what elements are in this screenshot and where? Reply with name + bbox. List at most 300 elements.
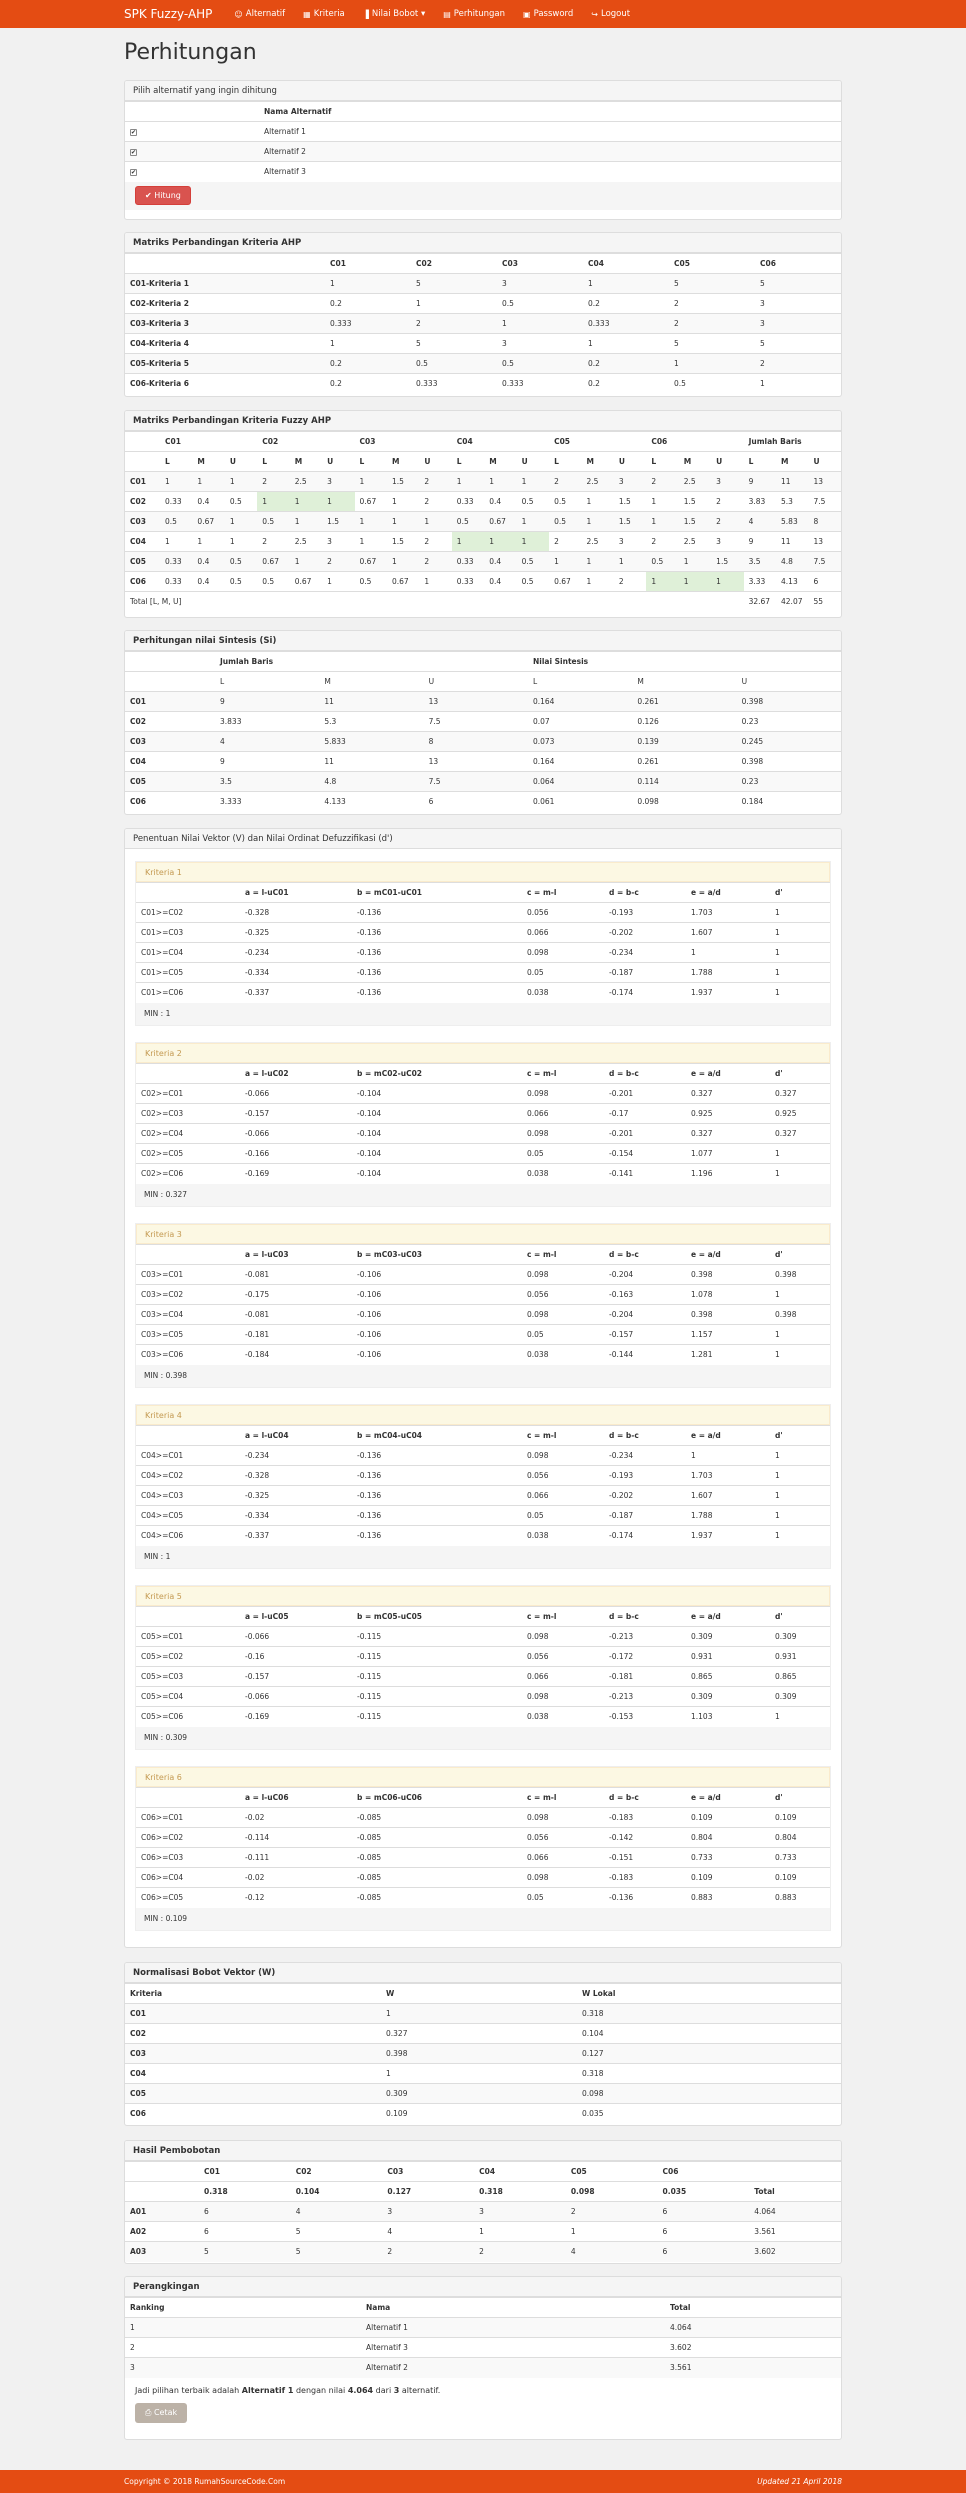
table-row	[125, 142, 841, 162]
fuzzy-cell: 0.67	[387, 572, 419, 592]
synthesis-cell: 0.114	[632, 772, 736, 792]
total-cell: 3.561	[749, 2222, 841, 2242]
col-header	[136, 1426, 240, 1446]
total-label: Total [L, M, U]	[125, 592, 744, 612]
lmu-header: L	[646, 452, 678, 472]
panel-heading: Matriks Perbandingan Kriteria Fuzzy AHP	[125, 411, 841, 431]
total-cell: 32.67	[744, 592, 776, 612]
brand-link[interactable]: SPK Fuzzy-AHP	[124, 7, 213, 21]
vector-cell: 0.05	[522, 1144, 604, 1164]
fuzzy-cell: 2	[419, 552, 451, 572]
weighting-result-panel	[124, 2140, 842, 2264]
matrix-cell: 1	[583, 274, 669, 294]
fuzzy-cell: 0.5	[517, 492, 549, 512]
vector-cell: -0.066	[240, 1687, 352, 1707]
table-row	[125, 512, 841, 532]
nav-link-2[interactable]	[363, 9, 425, 19]
vector-cell: -0.144	[604, 1345, 686, 1365]
vector-cell: 1.103	[686, 1707, 770, 1727]
matrix-cell: 0.2	[325, 374, 411, 394]
table-row	[136, 903, 830, 923]
vector-cell: -0.066	[240, 1124, 352, 1144]
vector-cell: -0.106	[352, 1305, 522, 1325]
table-row	[136, 1667, 830, 1687]
matrix-cell: 5	[755, 334, 841, 354]
vector-cell: C02>=C01	[136, 1084, 240, 1104]
vector-cell: -0.16	[240, 1647, 352, 1667]
col-header: a = l-uC01	[240, 883, 352, 903]
result-cell: 5	[291, 2242, 383, 2262]
fuzzy-cell: 0.5	[549, 492, 581, 512]
synthesis-cell: 0.23	[737, 712, 841, 732]
fuzzy-cell: 9	[744, 472, 776, 492]
vector-cell: -0.204	[604, 1305, 686, 1325]
vector-cell: C05>=C02	[136, 1647, 240, 1667]
fuzzy-cell: 2	[711, 492, 743, 512]
vector-cell: 0.804	[686, 1828, 770, 1848]
print-button[interactable]: ⎙ Cetak	[135, 2403, 187, 2423]
fuzzy-cell: 0.33	[452, 492, 484, 512]
row-label: C06-Kriteria 6	[125, 374, 325, 394]
normalization-table	[125, 1983, 841, 2124]
nav-link-1[interactable]	[303, 9, 345, 19]
col-header: C03	[382, 2162, 474, 2182]
min-value: MIN : 0.309	[136, 1727, 830, 1749]
fuzzy-cell: 5.83	[776, 512, 808, 532]
col-header: d'	[770, 883, 830, 903]
matrix-cell: 1	[325, 334, 411, 354]
col-header: C06	[658, 2162, 750, 2182]
vector-cell: C01>=C06	[136, 983, 240, 1003]
vector-cell: 0.925	[770, 1104, 830, 1124]
fuzzy-cell: 2	[419, 532, 451, 552]
matrix-cell: 3	[497, 334, 583, 354]
vector-cell: -0.166	[240, 1144, 352, 1164]
vector-cell: C04>=C03	[136, 1486, 240, 1506]
matrix-cell: 5	[411, 334, 497, 354]
col-header	[136, 883, 240, 903]
row-label: C02	[125, 492, 160, 512]
fuzzy-cell: 1	[581, 512, 613, 532]
lmu-header: L	[257, 452, 289, 472]
fuzzy-cell: 1.5	[679, 512, 711, 532]
vector-cell: -0.169	[240, 1707, 352, 1727]
synthesis-cell: 0.126	[632, 712, 736, 732]
fuzzy-cell: 0.5	[355, 572, 387, 592]
row-label: A03	[125, 2242, 199, 2262]
alternative-name: Alternatif 1	[259, 122, 841, 142]
vector-cell: -0.104	[352, 1164, 522, 1184]
vector-cell: C04>=C02	[136, 1466, 240, 1486]
fuzzy-cell: 0.4	[192, 572, 224, 592]
matrix-cell: 1	[325, 274, 411, 294]
col-header: C04	[583, 254, 669, 274]
col-header: b = mC04-uC04	[352, 1426, 522, 1446]
fuzzy-cell: 0.67	[355, 552, 387, 572]
col-header: b = mC02-uC02	[352, 1064, 522, 1084]
vector-cell: -0.151	[604, 1848, 686, 1868]
vector-cell: 1	[770, 1144, 830, 1164]
vector-cell: 0.327	[770, 1084, 830, 1104]
synthesis-cell: 0.245	[737, 732, 841, 752]
matrix-cell: 1	[411, 294, 497, 314]
total-cell: 55	[808, 592, 841, 612]
vector-cell: 1	[686, 1446, 770, 1466]
row-label: C04-Kriteria 4	[125, 334, 325, 354]
vector-cell: -0.085	[352, 1848, 522, 1868]
fuzzy-cell: 1	[452, 472, 484, 492]
vector-cell: 0.733	[686, 1848, 770, 1868]
lmu-header: U	[322, 452, 354, 472]
vector-cell: -0.17	[604, 1104, 686, 1124]
col-header: e = a/d	[686, 1245, 770, 1265]
lmu-header: L	[160, 452, 192, 472]
col-header: a = l-uC02	[240, 1064, 352, 1084]
result-cell: 4	[566, 2242, 658, 2262]
vector-cell: -0.234	[604, 1446, 686, 1466]
result-cell: 6	[199, 2222, 291, 2242]
fuzzy-cell: 1	[290, 512, 322, 532]
grid-icon: ▦	[303, 9, 311, 19]
fuzzy-cell: 13	[808, 532, 841, 552]
vector-cell: 0.056	[522, 903, 604, 923]
synthesis-cell: 7.5	[424, 772, 528, 792]
fuzzy-cell: 11	[776, 472, 808, 492]
criteria-heading: Kriteria 4	[136, 1405, 830, 1425]
table-row	[125, 314, 841, 334]
criteria-block	[135, 1404, 831, 1569]
fuzzy-matrix-panel	[124, 410, 842, 618]
synthesis-cell: 0.261	[632, 692, 736, 712]
hitung-button[interactable]: ✔ Hitung	[135, 186, 191, 205]
result-cell: 1	[474, 2222, 566, 2242]
col-header: a = l-uC05	[240, 1607, 352, 1627]
vector-cell: 0.109	[686, 1868, 770, 1888]
vector-cell: -0.169	[240, 1164, 352, 1184]
fuzzy-cell: 5.3	[776, 492, 808, 512]
fuzzy-cell: 1	[257, 492, 289, 512]
fuzzy-cell: 1	[484, 472, 516, 492]
fuzzy-cell: 1	[549, 552, 581, 572]
synthesis-cell: 3.833	[215, 712, 319, 732]
table-row	[136, 1345, 830, 1365]
row-label: A02	[125, 2222, 199, 2242]
vector-cell: C03>=C06	[136, 1345, 240, 1365]
fuzzy-cell: 3	[322, 472, 354, 492]
lmu-header: M	[192, 452, 224, 472]
lmu-header: U	[517, 452, 549, 472]
table-row	[136, 1888, 830, 1908]
vector-cell: 0.038	[522, 983, 604, 1003]
weight-cell: 0.104	[291, 2182, 383, 2202]
fuzzy-cell: 1	[711, 572, 743, 592]
nav-link-3[interactable]	[443, 9, 505, 19]
fuzzy-cell: 1.5	[322, 512, 354, 532]
nav-link-label: Nilai Bobot ▾	[371, 9, 426, 19]
alternative-checkbox[interactable]: ✔	[131, 129, 137, 136]
vector-cell: -0.193	[604, 1466, 686, 1486]
vector-cell: C05>=C04	[136, 1687, 240, 1707]
vector-cell: -0.136	[352, 1506, 522, 1526]
logout-icon: ↪	[591, 9, 598, 19]
vector-cell: 0.098	[522, 1687, 604, 1707]
row-label: A01	[125, 2202, 199, 2222]
matrix-cell: 5	[411, 274, 497, 294]
fuzzy-cell: 1	[679, 552, 711, 572]
group-header: Nilai Sintesis	[528, 652, 841, 672]
table-row	[125, 472, 841, 492]
matrix-cell: 0.333	[497, 374, 583, 394]
criteria-heading: Kriteria 3	[136, 1224, 830, 1244]
table-row	[125, 162, 841, 182]
vector-cell: 0.931	[686, 1647, 770, 1667]
weighting-result-table	[125, 2161, 841, 2262]
vector-cell: -0.337	[240, 983, 352, 1003]
table-row	[136, 1124, 830, 1144]
lmu-header: U	[808, 452, 841, 472]
fuzzy-cell: 1	[646, 512, 678, 532]
fuzzy-cell: 1	[614, 552, 646, 572]
table-row	[136, 1868, 830, 1888]
weight-cell: 0.318	[199, 2182, 291, 2202]
fuzzy-cell: 13	[808, 472, 841, 492]
lmu-header: U	[614, 452, 646, 472]
nav-link-label: Password	[533, 9, 574, 19]
fuzzy-cell: 2	[419, 492, 451, 512]
table-row	[125, 732, 841, 752]
synthesis-cell: 0.398	[737, 752, 841, 772]
fuzzy-cell: 0.5	[646, 552, 678, 572]
fuzzy-cell: 1	[322, 492, 354, 512]
col-header: b = mC05-uC05	[352, 1607, 522, 1627]
synthesis-cell: 0.061	[528, 792, 632, 812]
fuzzy-cell: 1	[387, 552, 419, 572]
fuzzy-cell: 2	[257, 472, 289, 492]
synthesis-cell: 0.184	[737, 792, 841, 812]
vector-cell: 0.309	[770, 1687, 830, 1707]
synthesis-cell: 0.23	[737, 772, 841, 792]
fuzzy-cell: 1	[581, 572, 613, 592]
synthesis-cell: 5.833	[319, 732, 423, 752]
vector-cell: 1.788	[686, 1506, 770, 1526]
col-header: W Lokal	[577, 1984, 841, 2004]
vector-cell: C01>=C05	[136, 963, 240, 983]
fuzzy-cell: 3.83	[744, 492, 776, 512]
lmu-header: M	[581, 452, 613, 472]
table-row	[136, 1265, 830, 1285]
total-cell: 4.064	[749, 2202, 841, 2222]
col-header: b = mC01-uC01	[352, 883, 522, 903]
vector-cell: -0.184	[240, 1345, 352, 1365]
fuzzy-cell: 0.5	[549, 512, 581, 532]
min-value: MIN : 0.109	[136, 1908, 830, 1930]
total-cell: 3.602	[749, 2242, 841, 2262]
table-row	[125, 2242, 841, 2262]
vector-cell: 1	[770, 963, 830, 983]
vector-cell: C01>=C03	[136, 923, 240, 943]
col-header: Kriteria	[125, 1984, 381, 2004]
vector-cell: 0.733	[770, 1848, 830, 1868]
fuzzy-cell: 1	[581, 552, 613, 572]
vector-panel	[124, 828, 842, 1948]
col-header: c = m-l	[522, 1426, 604, 1446]
col-header: d = b-c	[604, 1064, 686, 1084]
vector-cell: C02>=C06	[136, 1164, 240, 1184]
lmu-header: M	[290, 452, 322, 472]
result-cell: 2	[382, 2242, 474, 2262]
fuzzy-cell: 0.33	[160, 552, 192, 572]
lmu-header: M	[387, 452, 419, 472]
col-header: d = b-c	[604, 883, 686, 903]
vector-cell: -0.104	[352, 1144, 522, 1164]
fuzzy-cell: 3	[614, 472, 646, 492]
vector-cell: 0.098	[522, 943, 604, 963]
vector-cell: 1	[770, 923, 830, 943]
matrix-cell: 3	[755, 314, 841, 334]
table-row	[136, 1164, 830, 1184]
vector-cell: -0.234	[604, 943, 686, 963]
vector-cell: -0.081	[240, 1265, 352, 1285]
vector-cell: -0.153	[604, 1707, 686, 1727]
vector-cell: C05>=C03	[136, 1667, 240, 1687]
vector-cell: C03>=C02	[136, 1285, 240, 1305]
synthesis-cell: 4	[215, 732, 319, 752]
table-row	[136, 1285, 830, 1305]
header-row	[125, 1984, 841, 2004]
synthesis-cell: 0.164	[528, 752, 632, 772]
col-header: c = m-l	[522, 883, 604, 903]
vector-cell: -0.157	[240, 1104, 352, 1124]
matrix-cell: 0.333	[411, 374, 497, 394]
row-label: C04	[125, 752, 215, 772]
criteria-heading: Kriteria 5	[136, 1586, 830, 1606]
fuzzy-cell: 2.5	[290, 532, 322, 552]
vector-cell: C02>=C03	[136, 1104, 240, 1124]
normal-cell: 0.318	[577, 2064, 841, 2084]
vector-table	[136, 882, 830, 1003]
alternatives-table	[125, 101, 841, 182]
ahp-matrix-panel	[124, 232, 842, 397]
table-row	[125, 334, 841, 354]
row-label: C03	[125, 732, 215, 752]
vector-cell: 0.066	[522, 923, 604, 943]
fuzzy-cell: 1.5	[679, 492, 711, 512]
nav-link-4[interactable]	[523, 9, 573, 19]
vector-cell: -0.175	[240, 1285, 352, 1305]
fuzzy-cell: 1	[419, 512, 451, 532]
table-row	[136, 1526, 830, 1546]
vector-cell: -0.187	[604, 1506, 686, 1526]
vector-cell: C03>=C05	[136, 1325, 240, 1345]
vector-cell: -0.066	[240, 1627, 352, 1647]
panel-heading: Normalisasi Bobot Vektor (W)	[125, 1963, 841, 1983]
lmu-header: U	[424, 672, 528, 692]
table-row	[136, 1687, 830, 1707]
matrix-cell: 1	[497, 314, 583, 334]
lmu-header: L	[549, 452, 581, 472]
vector-cell: -0.202	[604, 923, 686, 943]
vector-cell: -0.187	[604, 963, 686, 983]
fuzzy-cell: 4.13	[776, 572, 808, 592]
row-label: C05-Kriteria 5	[125, 354, 325, 374]
vector-cell: -0.213	[604, 1687, 686, 1707]
lmu-header: M	[776, 452, 808, 472]
vector-cell: 0.098	[522, 1305, 604, 1325]
fuzzy-cell: 0.67	[257, 552, 289, 572]
vector-cell: -0.174	[604, 1526, 686, 1546]
vector-cell: 0.398	[686, 1305, 770, 1325]
criteria-heading: Kriteria 2	[136, 1043, 830, 1063]
table-row	[136, 983, 830, 1003]
group-header: Jumlah Baris	[215, 652, 528, 672]
vector-cell: -0.106	[352, 1285, 522, 1305]
table-row	[125, 2064, 841, 2084]
vector-cell: -0.328	[240, 1466, 352, 1486]
row-label: C05	[125, 2084, 381, 2104]
matrix-cell: 0.5	[497, 294, 583, 314]
fuzzy-cell: 1.5	[711, 552, 743, 572]
col-header: c = m-l	[522, 1788, 604, 1808]
table-row	[136, 1144, 830, 1164]
lmu-header-row	[125, 452, 841, 472]
matrix-cell: 0.5	[497, 354, 583, 374]
fuzzy-cell: 2	[419, 472, 451, 492]
alternative-checkbox[interactable]: ✔	[131, 149, 137, 156]
group-header: C01	[160, 432, 257, 452]
result-cell: 6	[199, 2202, 291, 2222]
fuzzy-cell: 1	[322, 572, 354, 592]
table-row	[125, 2318, 841, 2338]
table-row	[136, 1828, 830, 1848]
vector-cell: 1.607	[686, 923, 770, 943]
vector-cell: 0.038	[522, 1526, 604, 1546]
fuzzy-cell: 1	[225, 512, 257, 532]
vector-table	[136, 1244, 830, 1365]
nav-link-5[interactable]	[591, 9, 630, 19]
vector-cell: -0.136	[352, 1446, 522, 1466]
vector-cell: 0.804	[770, 1828, 830, 1848]
fuzzy-cell: 0.5	[225, 492, 257, 512]
normal-cell: 0.104	[577, 2024, 841, 2044]
vector-table	[136, 1425, 830, 1546]
vector-cell: 0.066	[522, 1667, 604, 1687]
vector-cell: 0.056	[522, 1466, 604, 1486]
matrix-cell: 0.2	[583, 374, 669, 394]
vector-cell: -0.115	[352, 1667, 522, 1687]
vector-cell: 0.098	[522, 1808, 604, 1828]
row-label: C03-Kriteria 3	[125, 314, 325, 334]
nav-link-label: Logout	[601, 9, 631, 19]
vector-cell: 1.196	[686, 1164, 770, 1184]
vector-cell: C04>=C05	[136, 1506, 240, 1526]
criteria-block	[135, 1223, 831, 1388]
vector-cell: 1.078	[686, 1285, 770, 1305]
table-row	[125, 2222, 841, 2242]
min-value: MIN : 0.398	[136, 1365, 830, 1387]
matrix-cell: 3	[755, 294, 841, 314]
col-header: C01	[199, 2162, 291, 2182]
fuzzy-cell: 1	[517, 472, 549, 492]
normal-cell: 1	[381, 2004, 577, 2024]
nav-link-0[interactable]	[234, 9, 285, 19]
panel-heading: Pilih alternatif yang ingin dihitung	[125, 81, 841, 101]
vector-cell: -0.115	[352, 1707, 522, 1727]
vector-cell: 1.937	[686, 1526, 770, 1546]
lmu-header: L	[355, 452, 387, 472]
alternative-checkbox[interactable]: ✔	[131, 169, 137, 177]
fuzzy-cell: 6	[808, 572, 841, 592]
col-header: a = l-uC04	[240, 1426, 352, 1446]
